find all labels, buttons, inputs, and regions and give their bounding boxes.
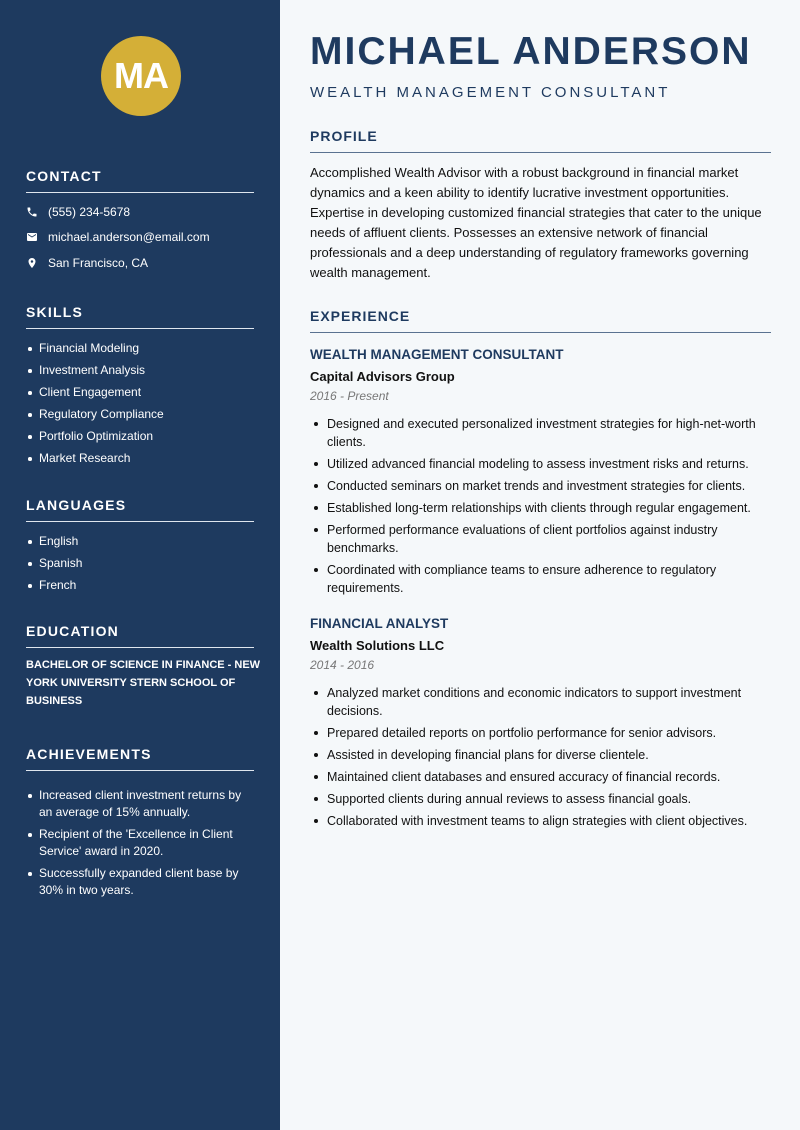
skills-list bbox=[26, 337, 254, 469]
job-bullet: Designed and executed personalized investment strategies for high-net-worth clients. bbox=[310, 415, 771, 451]
skill-item: Market Research bbox=[26, 447, 254, 469]
job-bullet: Assisted in developing financial plans for diverse clientele. bbox=[310, 746, 771, 764]
email-icon bbox=[26, 231, 38, 243]
phone-icon bbox=[26, 206, 38, 218]
education-degree: BACHELOR OF SCIENCE IN FINANCE - NEW YORK UNIVERSITY STERN SCHOOL OF BUSINESS bbox=[26, 659, 261, 707]
profile-heading: PROFILE bbox=[310, 128, 771, 153]
achievements-heading: ACHIEVEMENTS bbox=[26, 746, 254, 771]
job-bullet: Utilized advanced financial modeling to assess investment risks and returns. bbox=[310, 455, 771, 473]
job-bullet: Established long-term relationships with clients through regular engagement. bbox=[310, 499, 771, 517]
achievement-item: Successfully expanded client base by 30% in two years. bbox=[26, 865, 254, 899]
achievement-item: Recipient of the 'Excellence in Client Service' award in 2020. bbox=[26, 826, 254, 860]
achievement-item: Increased client investment returns by an average of 15% annually. bbox=[26, 787, 254, 821]
job-dates: 2014 - 2016 bbox=[310, 658, 375, 672]
job-bullet: Performed performance evaluations of client portfolios against industry benchmarks. bbox=[310, 521, 771, 557]
skill-item: Portfolio Optimization bbox=[26, 425, 254, 447]
contact-location: San Francisco, CA bbox=[26, 250, 210, 276]
job-bullet: Conducted seminars on market trends and investment strategies for clients. bbox=[310, 477, 771, 495]
job-bullet: Analyzed market conditions and economic indicators to support investment decisions. bbox=[310, 684, 771, 720]
job-title: WEALTH MANAGEMENT CONSULTANT bbox=[310, 347, 564, 362]
skill-item: Client Engagement bbox=[26, 381, 254, 403]
language-item: Spanish bbox=[26, 552, 254, 574]
languages-heading: LANGUAGES bbox=[26, 497, 254, 522]
profile-text: Accomplished Wealth Advisor with a robust background in financial market dynamics and a keen ability to identify lucrative investment opportunities. Expertise in developing customized financial strategies that cater to the unique needs of affluent clients. Possesses an extensive network of financial professionals and a deep understanding of regulatory frameworks governing wealth management. bbox=[310, 165, 762, 280]
job-title: FINANCIAL ANALYST bbox=[310, 616, 449, 631]
language-item: French bbox=[26, 574, 254, 596]
languages-list bbox=[26, 530, 254, 596]
sidebar bbox=[0, 0, 280, 1130]
job-company: Capital Advisors Group bbox=[310, 369, 455, 384]
contact-list bbox=[26, 199, 210, 276]
job-entry bbox=[310, 346, 771, 601]
job-bullets bbox=[310, 684, 771, 830]
skills-heading: SKILLS bbox=[26, 304, 254, 329]
language-item: English bbox=[26, 530, 254, 552]
job-bullet: Collaborated with investment teams to align strategies with client objectives. bbox=[310, 812, 771, 830]
contact-heading: CONTACT bbox=[26, 168, 254, 193]
job-bullet: Maintained client databases and ensured accuracy of financial records. bbox=[310, 768, 771, 786]
contact-phone: (555) 234-5678 bbox=[26, 199, 210, 225]
contact-email: michael.anderson@email.com bbox=[26, 225, 210, 251]
job-dates: 2016 - Present bbox=[310, 389, 389, 403]
job-bullet: Supported clients during annual reviews to assess financial goals. bbox=[310, 790, 771, 808]
skill-item: Regulatory Compliance bbox=[26, 403, 254, 425]
avatar: MA bbox=[101, 36, 181, 116]
candidate-name: MICHAEL ANDERSON bbox=[310, 30, 752, 73]
job-bullet: Prepared detailed reports on portfolio performance for senior advisors. bbox=[310, 724, 771, 742]
skill-item: Investment Analysis bbox=[26, 359, 254, 381]
education-heading: EDUCATION bbox=[26, 623, 254, 648]
experience-heading: EXPERIENCE bbox=[310, 308, 771, 333]
job-bullet: Coordinated with compliance teams to ensure adherence to regulatory requirements. bbox=[310, 561, 771, 597]
location-pin-icon bbox=[26, 257, 38, 269]
candidate-title: WEALTH MANAGEMENT CONSULTANT bbox=[310, 84, 671, 101]
job-entry bbox=[310, 615, 771, 834]
job-bullets bbox=[310, 415, 771, 597]
job-company: Wealth Solutions LLC bbox=[310, 638, 445, 653]
skill-item: Financial Modeling bbox=[26, 337, 254, 359]
achievements-list bbox=[26, 787, 254, 904]
